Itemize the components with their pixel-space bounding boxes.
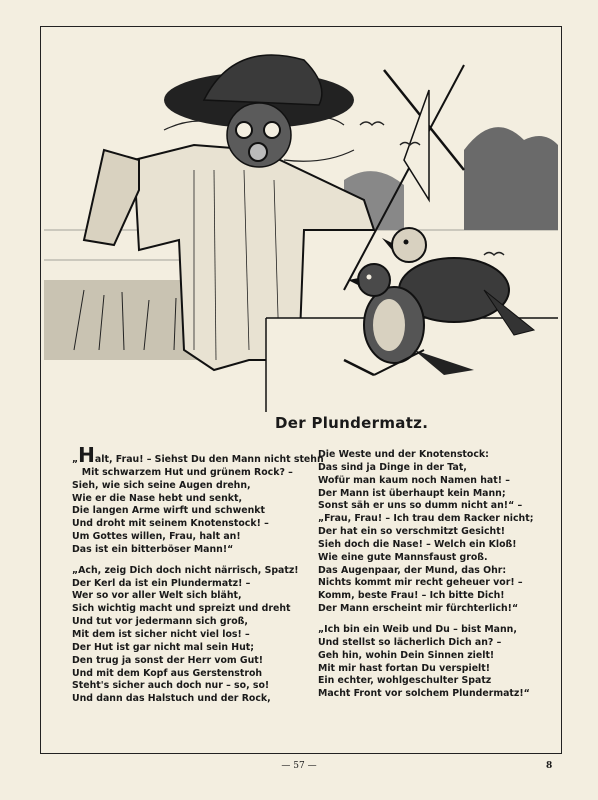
- poem-line-text: Sieh doch die Nase! – Welch ein Kloß!: [318, 538, 517, 550]
- poem-line-text: Wie eine gute Mannsfaust groß.: [318, 551, 488, 563]
- poem-line-text: Wie er die Nase hebt und senkt,: [72, 492, 243, 504]
- poem-line: [72, 642, 322, 655]
- poem-line: [72, 531, 322, 544]
- poem-line-text: Steht's sicher auch doch nur – so, so!: [72, 680, 270, 692]
- poem-line: [318, 539, 568, 552]
- poem-line-text: Das Augenpaar, der Mund, das Ohr:: [318, 564, 507, 576]
- poem-line-text: Und tut vor jedermann sich groß,: [72, 616, 248, 628]
- poem-line: [72, 693, 322, 706]
- poem-line: [72, 544, 322, 557]
- poem-line-text: Und dann das Halstuch und der Rock,: [72, 693, 271, 705]
- poem-line: [72, 493, 322, 506]
- poem-line: [318, 637, 568, 650]
- poem-line-text: Und mit dem Kopf aus Gerstenstroh: [72, 667, 263, 679]
- stanza-break: [72, 557, 322, 565]
- drop-cap: H: [78, 443, 95, 467]
- poem-line: [318, 488, 568, 501]
- poem-line-text: „Ich bin ein Weib und Du – bist Mann,: [318, 623, 517, 635]
- poem-line: [72, 616, 322, 629]
- poem-line: [72, 629, 322, 642]
- poem-line-text: Sonst säh er uns so dumm nicht an!“ –: [318, 500, 523, 512]
- poem-line-text: Sich wichtig macht und spreizt und dreht: [72, 603, 291, 615]
- opening-quote: „: [72, 454, 79, 465]
- poem-line-text: Der hat ein so verschmitzt Gesicht!: [318, 526, 505, 538]
- poem-title: Der Plundermatz.: [275, 414, 429, 432]
- poem-line-text: Der Mann erscheint mir fürchterlich!“: [318, 603, 519, 615]
- poem-line: [318, 475, 568, 488]
- poem-line-text: Der Mann ist überhaupt kein Mann;: [318, 487, 506, 499]
- poem-line-text: Und stellst so lächerlich Dich an? –: [318, 636, 502, 648]
- poem-line: [72, 590, 322, 603]
- poem-line-text: Sieh, wie sich seine Augen drehn,: [72, 479, 251, 491]
- sheet-number: 8: [546, 761, 553, 771]
- scarecrow-and-sparrows-illustration: [44, 30, 558, 412]
- poem-line-text: Mit schwarzem Hut und grünem Rock? –: [72, 466, 293, 478]
- poem-line: [72, 443, 324, 467]
- poem-line-text: Der Hut ist gar nicht mal sein Hut;: [72, 641, 255, 653]
- poem-line-text: Um Gottes willen, Frau, halt an!: [72, 531, 241, 543]
- poem-line: [72, 578, 322, 591]
- poem-line: [318, 603, 568, 616]
- poem-line: [318, 513, 568, 526]
- poem-line: [318, 449, 568, 462]
- poem-line: [318, 577, 568, 590]
- poem-line-text: Macht Front vor solchem Plundermatz!“: [318, 688, 530, 700]
- poem-line-text: Mit dem ist sicher nicht viel los! –: [72, 628, 250, 640]
- poem-line: [318, 462, 568, 475]
- poem-line: [72, 467, 322, 480]
- poem-line-text: Mit mir hast fortan Du verspielt!: [318, 662, 491, 674]
- poem-line-text: Wer so vor aller Welt sich bläht,: [72, 590, 242, 602]
- poem-line-text: Komm, beste Frau! – Ich bitte Dich!: [318, 590, 505, 602]
- poem-line: [72, 668, 322, 681]
- poem-line-text: Und droht mit seinem Knotenstock! –: [72, 518, 269, 530]
- poem-line: [318, 650, 568, 663]
- poem-line-text: Geh hin, wohin Dein Sinnen zielt!: [318, 649, 495, 661]
- poem-line-text: Der Kerl da ist ein Plundermatz! –: [72, 577, 251, 589]
- poem-line-text: Ein echter, wohlgeschulter Spatz: [318, 675, 492, 687]
- poem-line: [72, 518, 322, 531]
- poem-line: [318, 663, 568, 676]
- poem-line-text: Die langen Arme wirft und schwenkt: [72, 505, 265, 517]
- poem-line-text: Die Weste und der Knotenstock:: [318, 449, 489, 460]
- poem-line: [72, 655, 322, 668]
- poem-line: [318, 675, 568, 688]
- poem-line: [72, 480, 322, 493]
- poem-column-left: [72, 443, 324, 706]
- poem-line-text: „Ach, zeig Dich doch nicht närrisch, Spatz!: [72, 564, 299, 576]
- poem-line-text: Nichts kommt mir recht geheuer vor! –: [318, 577, 523, 589]
- poem-line-text: Wofür man kaum noch Namen hat! –: [318, 474, 510, 486]
- stanza-break: [318, 616, 568, 624]
- poem-line: [72, 603, 322, 616]
- poem-line-text: Das ist ein bitterböser Mann!“: [72, 543, 234, 555]
- poem-line: [318, 526, 568, 539]
- poem-line-text: „Frau, Frau! – Ich trau dem Racker nicht;: [318, 513, 534, 525]
- poem-line: [318, 552, 568, 565]
- poem-line: [318, 688, 568, 701]
- poem-line: [72, 680, 322, 693]
- poem-column-right: [318, 449, 568, 701]
- poem-line: [318, 624, 568, 637]
- poem-line-text: Den trug ja sonst der Herr vom Gut!: [72, 654, 264, 666]
- poem-line: [72, 565, 322, 578]
- poem-line: [318, 565, 568, 578]
- page-number: — 57 —: [281, 761, 317, 771]
- poem-line: [318, 500, 568, 513]
- poem-line: [72, 505, 322, 518]
- poem-line: [318, 590, 568, 603]
- poem-line-text: Das sind ja Dinge in der Tat,: [318, 461, 467, 473]
- poem-line-text: alt, Frau! – Siehst Du den Mann nicht stehn: [94, 454, 324, 465]
